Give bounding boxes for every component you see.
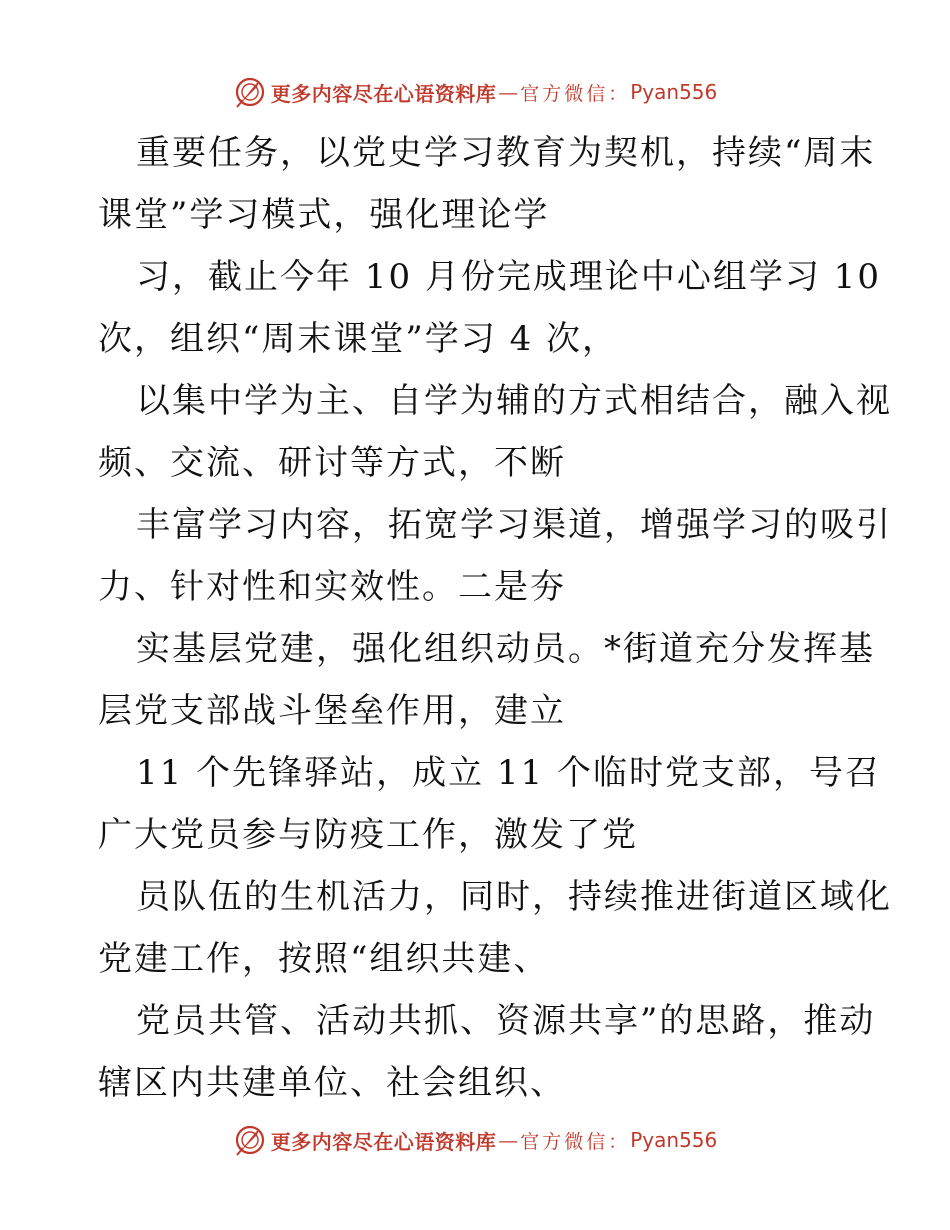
- quill-pen-logo-icon: [233, 1123, 267, 1157]
- text-line: 党建工作，按照“组织共建、: [98, 939, 550, 979]
- document-body: [98, 122, 892, 1114]
- banner-dash: —: [498, 1128, 519, 1152]
- footer-banner: [0, 1120, 950, 1160]
- text-line: 重要任务，以党史学习教育为契机，持续“周末: [136, 133, 876, 173]
- text-line: 次，组织“周末课堂”学习 4 次，: [98, 319, 619, 359]
- banner-main-text: 更多内容尽在心语资料库: [270, 1129, 497, 1154]
- text-line: 力、针对性和实效性。二是夯: [98, 567, 566, 607]
- banner-main-text: 更多内容尽在心语资料库: [270, 81, 497, 106]
- banner-wechat-id: Pyan556: [630, 1128, 718, 1152]
- text-line: 层党支部战斗堡垒作用，建立: [98, 691, 566, 731]
- text-line: 频、交流、研讨等方式，不断: [98, 443, 566, 483]
- text-line: 实基层党建，强化组织动员。*街道充分发挥基: [136, 629, 875, 669]
- text-line: 员队伍的生机活力，同时，持续推进街道区域化: [136, 877, 892, 917]
- text-line: 11 个先锋驿站，成立 11 个临时党支部，号召: [136, 753, 881, 793]
- quill-pen-logo-icon: [233, 75, 267, 109]
- text-line: 课堂”学习模式，强化理论学: [98, 195, 550, 235]
- text-line: 丰富学习内容，拓宽学习渠道，增强学习的吸引: [136, 505, 892, 545]
- banner-label: 官方微信：: [520, 1130, 631, 1153]
- header-banner: [0, 72, 950, 112]
- text-line: 党员共管、活动共抓、资源共享”的思路，推动: [136, 1001, 876, 1041]
- banner-wechat-id: Pyan556: [630, 80, 718, 104]
- banner-dash: —: [498, 80, 519, 104]
- text-line: 以集中学为主、自学为辅的方式相结合，融入视: [136, 381, 892, 421]
- text-line: 辖区内共建单位、社会组织、: [98, 1063, 566, 1103]
- text-line: 广大党员参与防疫工作，激发了党: [98, 815, 638, 855]
- banner-label: 官方微信：: [520, 82, 631, 105]
- text-line: 习，截止今年 10 月份完成理论中心组学习 10: [136, 257, 881, 297]
